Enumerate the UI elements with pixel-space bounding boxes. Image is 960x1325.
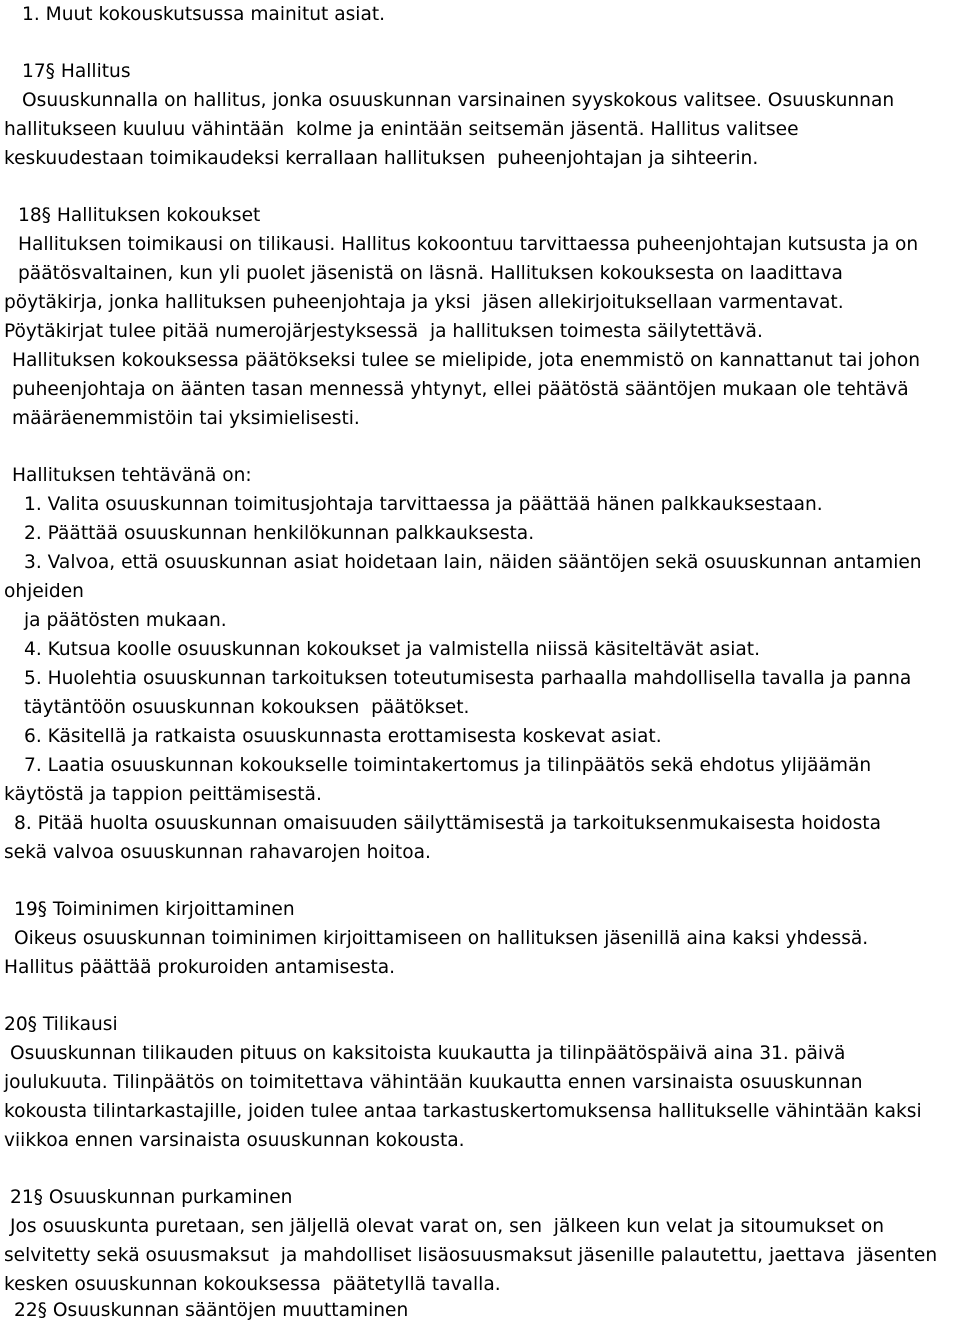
text-line: Hallitus päättää prokuroiden antamisesta. [4, 957, 396, 978]
text-line: pöytäkirja, jonka hallituksen puheenjohtaja ja yksi jäsen allekirjoituksellaan varmentavat. [4, 292, 844, 313]
section-heading: 18§ Hallituksen kokoukset [18, 205, 261, 226]
section-heading: 19§ Toiminimen kirjoittaminen [14, 899, 295, 920]
list-item: 7. Laatia osuuskunnan kokoukselle toimintakertomus ja tilinpäätös sekä ehdotus ylijäämän [24, 755, 872, 776]
text-line: viikkoa ennen varsinaista osuuskunnan kokousta. [4, 1130, 465, 1151]
list-heading: Hallituksen tehtävänä on: [12, 465, 252, 486]
list-item: 6. Käsitellä ja ratkaista osuuskunnasta erottamisesta koskevat asiat. [24, 726, 662, 747]
text-line: puheenjohtaja on äänten tasan mennessä yhtynyt, ellei päätöstä sääntöjen mukaan ole tehtävä [12, 379, 909, 400]
text-line: Hallituksen toimikausi on tilikausi. Hallitus kokoontuu tarvittaessa puheenjohtajan kutsusta ja on [18, 234, 919, 255]
text-line: Osuuskunnalla on hallitus, jonka osuuskunnan varsinainen syyskokous valitsee. Osuuskunnan [22, 90, 895, 111]
text-line: täytäntöön osuuskunnan kokouksen päätökset. [24, 697, 470, 718]
text-line: Jos osuuskunta puretaan, sen jäljellä olevat varat on, sen jälkeen kun velat ja sitoumukset on [10, 1216, 885, 1237]
text-line: käytöstä ja tappion peittämisestä. [4, 784, 322, 805]
list-item: 8. Pitää huolta osuuskunnan omaisuuden säilyttämisestä ja tarkoituksenmukaisesta hoidosta [14, 813, 881, 834]
list-item: 5. Huolehtia osuuskunnan tarkoituksen toteutumisesta parhaalla mahdollisella tavalla ja panna [24, 668, 912, 689]
section-heading: 22§ Osuuskunnan sääntöjen muuttaminen [14, 1300, 409, 1321]
text-line: määräenemmistöin tai yksimielisesti. [12, 408, 360, 429]
text-line: kokousta tilintarkastajille, joiden tulee antaa tarkastuskertomuksensa hallitukselle vähintään kaksi [4, 1101, 922, 1122]
text-line: joulukuuta. Tilinpäätös on toimitettava vähintään kuukautta ennen varsinaista osuuskunnan [4, 1072, 863, 1093]
text-line: ohjeiden [4, 581, 84, 602]
list-item: 1. Muut kokouskutsussa mainitut asiat. [22, 4, 386, 25]
text-line: sekä valvoa osuuskunnan rahavarojen hoitoa. [4, 842, 431, 863]
list-item: 4. Kutsua koolle osuuskunnan kokoukset ja valmistella niissä käsiteltävät asiat. [24, 639, 760, 660]
text-line: Hallituksen kokouksessa päätökseksi tulee se mielipide, jota enemmistö on kannattanut tai johon [12, 350, 921, 371]
list-item: 2. Päättää osuuskunnan henkilökunnan palkkauksesta. [24, 523, 535, 544]
text-line: selvitetty sekä osuusmaksut ja mahdolliset lisäosuusmaksut jäsenille palautettu, jaettava jäsenten [4, 1245, 938, 1266]
text-line: hallitukseen kuuluu vähintään kolme ja enintään seitsemän jäsentä. Hallitus valitsee [4, 119, 799, 140]
section-heading: 17§ Hallitus [22, 61, 131, 82]
section-heading: 20§ Tilikausi [4, 1014, 118, 1035]
text-line: Osuuskunnan tilikauden pituus on kaksitoista kuukautta ja tilinpäätöspäivä aina 31. päivä [10, 1043, 846, 1064]
text-line: Oikeus osuuskunnan toiminimen kirjoittamiseen on hallituksen jäsenillä aina kaksi yhdessä. [14, 928, 869, 949]
list-item: 3. Valvoa, että osuuskunnan asiat hoidetaan lain, näiden sääntöjen sekä osuuskunnan antamien [24, 552, 922, 573]
text-line: kesken osuuskunnan kokouksessa päätetyllä tavalla. [4, 1274, 501, 1295]
text-line: Pöytäkirjat tulee pitää numerojärjestyksessä ja hallituksen toimesta säilytettävä. [4, 321, 763, 342]
list-item: 1. Valita osuuskunnan toimitusjohtaja tarvittaessa ja päättää hänen palkkauksestaan. [24, 494, 823, 515]
text-line: keskuudestaan toimikaudeksi kerrallaan hallituksen puheenjohtajan ja sihteerin. [4, 148, 759, 169]
text-line: päätösvaltainen, kun yli puolet jäsenistä on läsnä. Hallituksen kokouksesta on laadittava [18, 263, 843, 284]
text-line: ja päätösten mukaan. [24, 610, 227, 631]
section-heading: 21§ Osuuskunnan purkaminen [10, 1187, 293, 1208]
